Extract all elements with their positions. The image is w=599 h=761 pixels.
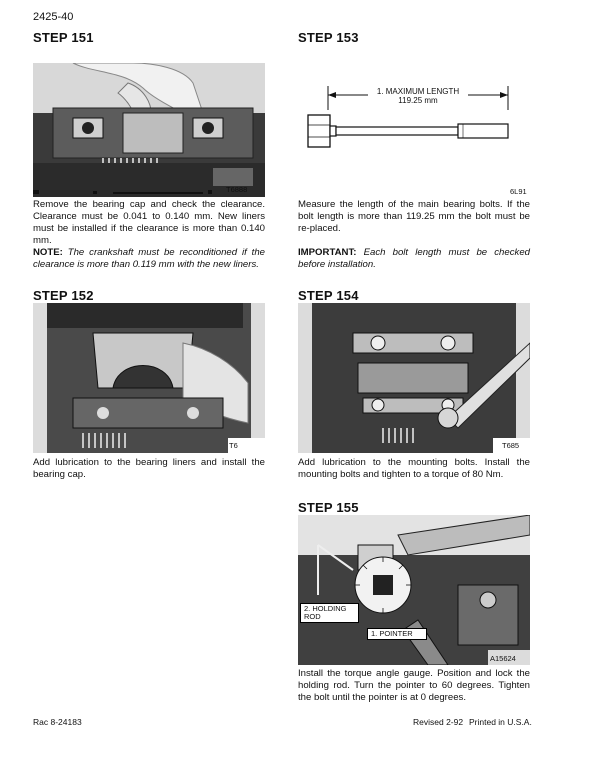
step-154-title: STEP 154 <box>298 288 359 303</box>
bearing-cap-illustration <box>33 63 265 197</box>
holding-rod-callout: 2. HOLDING ROD <box>300 603 359 623</box>
step-151-title: STEP 151 <box>33 30 94 45</box>
step-152-photo <box>33 303 265 453</box>
step-152-photo-code: T6 <box>229 441 238 450</box>
step-153-figure-code: 6L91 <box>510 187 527 196</box>
torque-angle-gauge-illustration <box>298 515 530 665</box>
bearing-liner-illustration <box>33 303 265 453</box>
step-151-photo-code: T6888 <box>226 185 248 194</box>
pointer-callout: 1. POINTER <box>367 628 427 640</box>
mounting-bolts-illustration <box>298 303 530 453</box>
step-153-text: Measure the length of the main bearing bolts. If the bolt length is more than 119.25 mm the bolt must be re-placed. <box>298 199 530 234</box>
footer-revised: Revised 2-92 <box>413 717 464 727</box>
step-152-text: Add lubrication to the bearing liners and install the bearing cap. <box>33 457 265 480</box>
step-153-important <box>298 247 530 271</box>
step-151-photo <box>33 63 265 197</box>
dimension-label-line-1: 1. MAXIMUM LENGTH <box>376 87 460 96</box>
step-155-photo <box>298 515 530 665</box>
footer-doc-number: Rac 8-24183 <box>33 717 82 727</box>
dimension-label-line-2: 119.25 mm <box>398 96 438 105</box>
step-151-note <box>33 247 265 271</box>
note-label: NOTE: <box>33 247 63 258</box>
step-154-text: Add lubrication to the mounting bolts. Install the mounting bolts and tighten to a torque of 80 Nm. <box>298 457 530 480</box>
step-151-text: Remove the bearing cap and check the clearance. Clearance must be 0.041 to 0.140 mm. New liners must be installed if the clearance is more than 0.140 mm. <box>33 199 265 246</box>
note-text: The crankshaft must be reconditioned if the clearance is more than 0.119 mm with the new liners. <box>33 247 265 270</box>
step-155-photo-code: A15624 <box>490 654 516 663</box>
step-155-title: STEP 155 <box>298 500 359 515</box>
step-153-dimension-label <box>373 87 463 105</box>
footer-printed: Printed in U.S.A. <box>469 717 532 727</box>
step-155-text: Install the torque angle gauge. Position and lock the holding rod. Turn the pointer to 60 degrees. Tighten the bolt until the pointer is at 0 degrees. <box>298 668 530 703</box>
step-154-photo-code: T685 <box>502 441 520 450</box>
important-label: IMPORTANT: <box>298 247 357 258</box>
page-code: 2425-40 <box>33 11 74 23</box>
step-152-title: STEP 152 <box>33 288 94 303</box>
step-154-photo <box>298 303 530 453</box>
step-153-title: STEP 153 <box>298 30 359 45</box>
important-text: Each bolt length must be checked before installation. <box>298 247 530 270</box>
